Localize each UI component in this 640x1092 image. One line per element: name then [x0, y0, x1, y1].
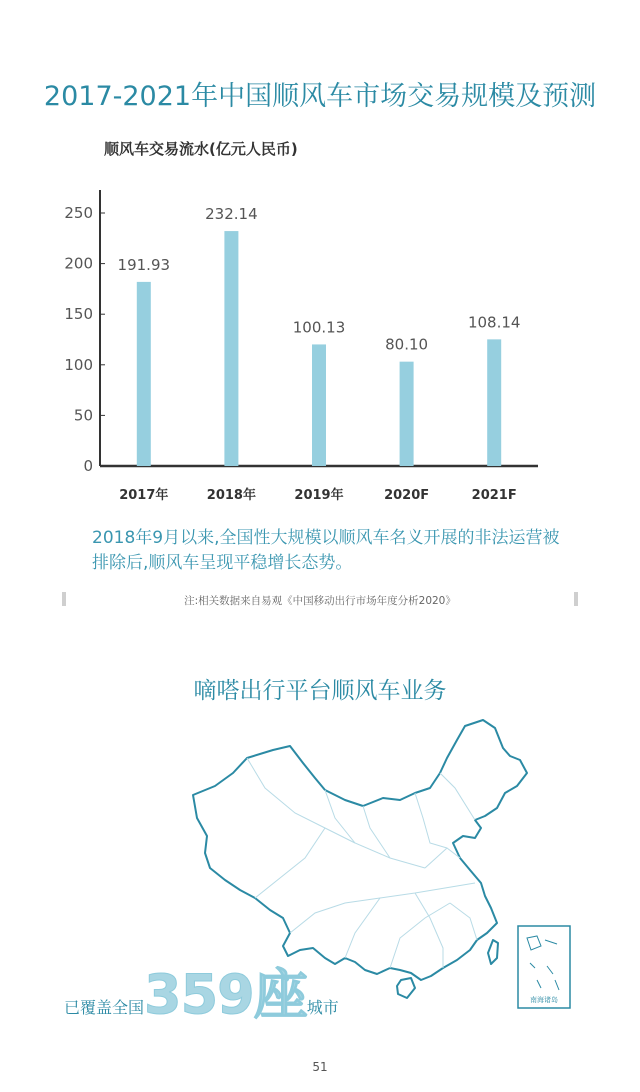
bar	[312, 344, 326, 466]
coverage-callout	[64, 952, 339, 1029]
coverage-number: 359座	[144, 963, 307, 1026]
coverage-suffix: 城市	[306, 998, 339, 1017]
data-label: 108.14	[467, 313, 521, 332]
y-tick-label: 250	[64, 204, 93, 222]
south-china-sea-inset	[518, 926, 570, 1008]
x-tick-label: 2019年	[294, 488, 344, 503]
y-tick-label: 50	[73, 406, 93, 425]
hainan-island	[397, 978, 415, 998]
bar	[400, 362, 414, 466]
page-number: 51	[312, 1060, 328, 1074]
source-note: 注:相关数据来自易观《中国移动出行市场年度分析2020》	[184, 595, 456, 607]
data-label: 191.93	[117, 255, 171, 274]
y-tick-label: 0	[83, 457, 93, 475]
y-tick-label: 150	[64, 305, 93, 324]
y-axis-unit-label: 顺风车交易流水(亿元人民币)	[104, 140, 298, 158]
section-title: 嘀嗒出行平台顺风车业务	[193, 678, 447, 704]
y-tick-label: 200	[64, 254, 93, 273]
bar	[137, 282, 151, 466]
data-label: 232.14	[205, 205, 258, 224]
x-tick-label: 2018年	[206, 488, 256, 503]
bar-chart	[0, 0, 640, 520]
chart-note: 2018年9月以来,全国性大规模以顺风车名义开展的非法运营被排除后,顺风车呈现平稳增长态势。	[92, 528, 560, 573]
china-map-outline	[193, 720, 527, 980]
x-tick-label: 2021F	[471, 488, 517, 503]
bar	[487, 339, 501, 466]
taiwan-island	[488, 940, 498, 964]
y-tick-label: 100	[64, 355, 93, 374]
chart-title: 2017-2021年中国顺风车市场交易规模及预测	[43, 81, 597, 112]
data-label: 100.13	[292, 318, 346, 337]
data-label: 80.10	[385, 335, 429, 354]
x-tick-label: 2017年	[119, 488, 169, 503]
coverage-prefix: 已覆盖全国	[64, 998, 145, 1017]
inset-label: 南海诸岛	[530, 996, 558, 1004]
bar	[224, 231, 238, 466]
x-tick-label: 2020F	[384, 488, 430, 503]
